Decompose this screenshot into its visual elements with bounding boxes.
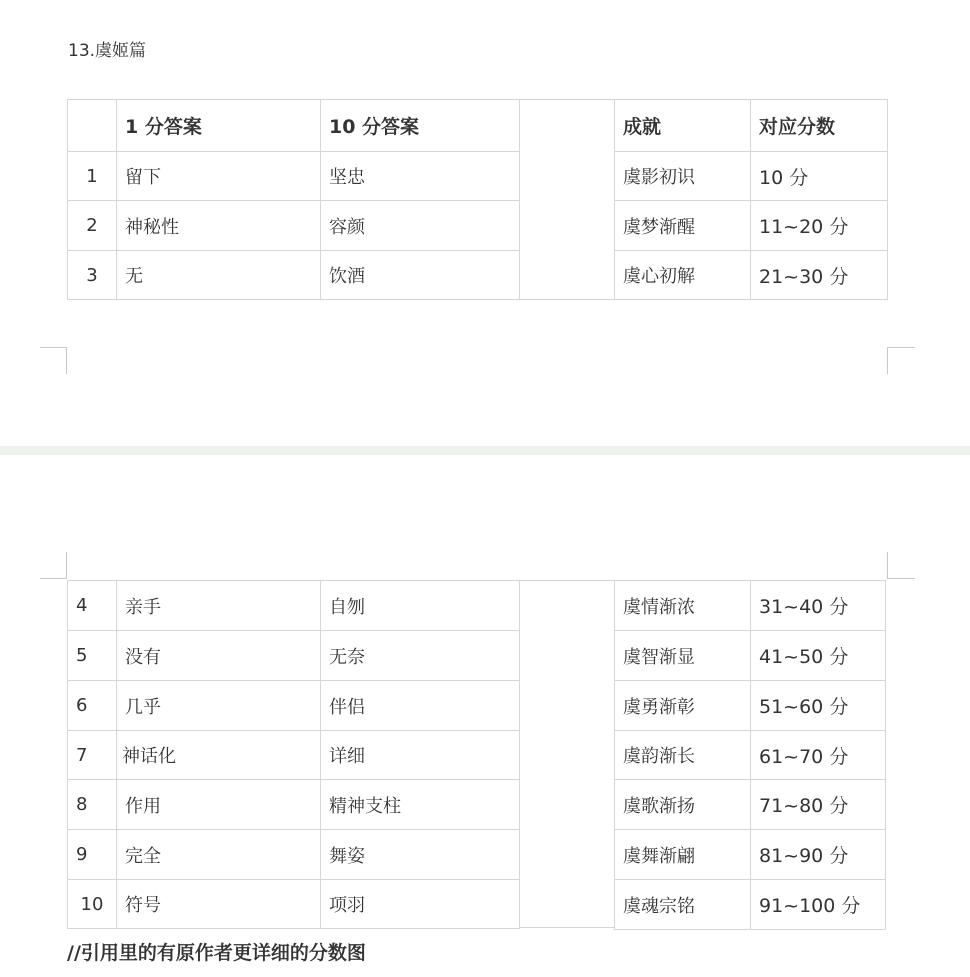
spacer-column	[519, 99, 615, 300]
answer-10-cell: 伴侣	[320, 680, 520, 731]
achievement-cell: 虞勇渐彰	[614, 680, 751, 731]
crop-mark-bottom-right	[887, 552, 915, 579]
achievement-cell: 虞心初解	[614, 250, 751, 300]
header-achievement: 成就	[614, 99, 751, 152]
answer-1-cell: 无	[116, 250, 321, 300]
answer-1-cell: 留下	[116, 151, 321, 201]
achievement-cell: 虞梦渐醒	[614, 200, 751, 251]
answer-10-cell: 自刎	[320, 580, 520, 631]
score-cell: 81~90 分	[750, 829, 886, 880]
answer-1-cell: 完全	[116, 829, 321, 880]
row-number: 8	[67, 779, 117, 830]
score-cell: 11~20 分	[750, 200, 888, 251]
page-title: 13.虞姬篇	[68, 41, 147, 61]
row-number: 7	[67, 730, 117, 780]
row-number: 3	[67, 250, 117, 300]
answer-10-cell: 饮酒	[320, 250, 520, 300]
achievement-cell: 虞舞渐翩	[614, 829, 751, 880]
score-cell: 71~80 分	[750, 779, 886, 830]
score-cell: 91~100 分	[750, 879, 886, 930]
row-number: 4	[67, 580, 117, 631]
row-number: 9	[67, 829, 117, 880]
header-score: 对应分数	[750, 99, 888, 152]
row-number: 10	[67, 879, 117, 929]
answer-1-cell: 神秘性	[116, 200, 321, 251]
achievement-cell: 虞智渐显	[614, 630, 751, 681]
answer-1-cell: 没有	[116, 630, 321, 681]
score-cell: 41~50 分	[750, 630, 886, 681]
achievement-cell: 虞影初识	[614, 151, 751, 201]
row-number: 5	[67, 630, 117, 681]
answer-10-cell: 项羽	[320, 879, 520, 929]
source-note: //引用里的有原作者更详细的分数图	[67, 942, 366, 964]
answer-1-cell: 神话化	[116, 730, 321, 780]
score-cell: 31~40 分	[750, 580, 886, 631]
spacer-column	[519, 580, 615, 928]
achievement-cell: 虞魂宗铭	[614, 879, 751, 930]
answer-10-cell: 无奈	[320, 630, 520, 681]
answer-10-cell: 容颜	[320, 200, 520, 251]
answer-10-cell: 详细	[320, 730, 520, 780]
score-cell: 61~70 分	[750, 730, 886, 780]
crop-mark-top-right	[887, 347, 915, 374]
row-number: 6	[67, 680, 117, 731]
row-number: 1	[67, 151, 117, 201]
achievement-cell: 虞韵渐长	[614, 730, 751, 780]
score-cell: 51~60 分	[750, 680, 886, 731]
answer-10-cell: 坚忠	[320, 151, 520, 201]
header-blank-cell	[67, 99, 117, 152]
answer-1-cell: 几乎	[116, 680, 321, 731]
header-answer-10: 10 分答案	[320, 99, 520, 152]
answer-10-cell: 舞姿	[320, 829, 520, 880]
answer-10-cell: 精神支柱	[320, 779, 520, 830]
page-break-band	[0, 446, 970, 455]
crop-mark-top-left	[40, 347, 67, 374]
score-cell: 10 分	[750, 151, 888, 201]
answer-1-cell: 亲手	[116, 580, 321, 631]
row-number: 2	[67, 200, 117, 251]
achievement-cell: 虞歌渐扬	[614, 779, 751, 830]
answer-1-cell: 作用	[116, 779, 321, 830]
answer-1-cell: 符号	[116, 879, 321, 929]
header-answer-1: 1 分答案	[116, 99, 321, 152]
score-cell: 21~30 分	[750, 250, 888, 300]
achievement-cell: 虞情渐浓	[614, 580, 751, 631]
crop-mark-bottom-left	[40, 552, 67, 579]
